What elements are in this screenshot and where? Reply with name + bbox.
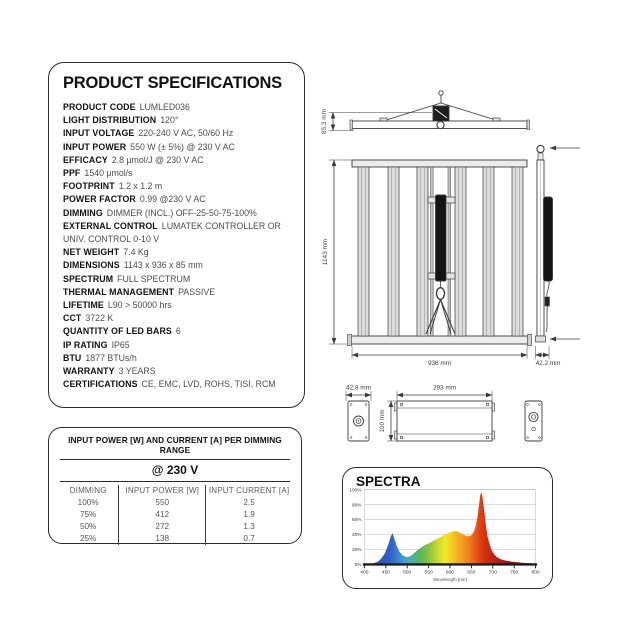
spec-row: LIGHT DISTRIBUTION 120° [63, 115, 179, 126]
column-header: INPUT CURRENT [A] [208, 486, 290, 495]
table-cell: 272 [155, 522, 170, 531]
spec-row: LIFETIME L90 > 50000 hrs [63, 300, 172, 311]
dimming-col [206, 485, 292, 545]
fixture-width-label: 936 mm [427, 360, 452, 367]
table-cell: 0.7 [243, 534, 255, 543]
hanging-ring [437, 288, 445, 300]
spec-row: INPUT VOLTAGE 220-240 V AC, 50/60 Hz [63, 128, 234, 139]
svg-text:40%: 40% [351, 533, 362, 539]
spec-row: NET WEIGHT 7.4 Kg [63, 247, 149, 258]
specs-title: PRODUCT SPECIFICATIONS [63, 74, 282, 92]
spec-row: QUANTITY OF LED BARS 6 [63, 326, 181, 337]
spectra-title: SPECTRA [356, 474, 421, 489]
column-header: DIMMING [69, 486, 107, 495]
table-cell: 100% [77, 498, 99, 507]
svg-text:400: 400 [360, 570, 369, 576]
table-cell: 550 [155, 498, 170, 507]
product-specifications-panel [48, 62, 305, 408]
driver-front-view [387, 391, 495, 441]
driver-side-view [346, 391, 371, 441]
spec-row: INPUT POWER 550 W (± 5%) @ 230 V AC [63, 141, 235, 152]
table-cell: 75% [79, 510, 97, 519]
svg-text:80%: 80% [351, 503, 362, 509]
top-view-drawing [350, 91, 530, 130]
center-driver [436, 195, 447, 281]
dimming-col [118, 485, 206, 545]
spec-row: WARRANTY 3 YEARS [63, 366, 156, 377]
svg-text:450: 450 [381, 570, 390, 576]
spec-row: THERMAL MANAGEMENT PASSIVE [63, 286, 216, 297]
x-axis-label: Wavelength [nm] [433, 577, 467, 583]
side-driver [544, 197, 553, 281]
driver-length-label: 293 mm [432, 384, 457, 392]
svg-text:600: 600 [445, 570, 455, 576]
dimming-grid [58, 485, 292, 545]
svg-text:650: 650 [467, 570, 476, 576]
driver-depth-label: 42.8 mm [346, 384, 371, 392]
dimming-table-panel [48, 427, 302, 544]
fixture-height-label: 1143 mm [322, 238, 329, 266]
spec-row: EXTERNAL CONTROL LUMATEK CONTROLLER OR UNIV. CONTROL 0-10 V [63, 220, 281, 245]
svg-text:500: 500 [403, 570, 412, 576]
spec-row: SPECTRUM FULL SPECTRUM [63, 273, 191, 284]
driver-height-label: 100 mm [379, 409, 386, 433]
bar-width-label: 42.2 mm [535, 360, 561, 367]
svg-text:800: 800 [531, 570, 540, 576]
spec-row: POWER FACTOR 0.99 @230 V AC [63, 194, 206, 205]
svg-text:100%: 100% [349, 488, 362, 494]
svg-text:20%: 20% [351, 548, 362, 554]
technical-drawing [320, 85, 590, 465]
table-cell: 2.5 [243, 498, 255, 507]
dimming-table-title: INPUT POWER [W] AND CURRENT [A] PER DIMMING RANGE [68, 435, 282, 455]
spec-row: IP RATING IP65 [63, 339, 130, 350]
dimming-col [58, 485, 118, 545]
spec-row: DIMENSIONS 1143 x 936 x 85 mm [63, 260, 203, 271]
table-cell: 1.3 [243, 522, 255, 531]
spec-list [63, 101, 290, 391]
svg-text:700: 700 [488, 570, 497, 576]
divider [60, 481, 290, 482]
spectra-panel [342, 467, 553, 589]
spec-row: EFFICACY 2.8 μmol/J @ 230 V AC [63, 154, 204, 165]
svg-text:0%: 0% [354, 563, 362, 569]
dimension-fixture-height [329, 160, 352, 344]
dimension-fixture-width [352, 346, 527, 359]
svg-text:60%: 60% [351, 518, 362, 524]
divider [60, 459, 290, 460]
dimension-bar-width [536, 346, 550, 359]
hanger-height-label: 85.3 mm [321, 109, 328, 134]
table-cell: 50% [79, 522, 97, 531]
spec-row: CERTIFICATIONS CE, EMC, LVD, ROHS, TISI, RCM [63, 379, 276, 390]
dimming-table-subtitle: @ 230 V [151, 463, 199, 477]
spec-row: BTU 1877 BTUs/h [63, 352, 137, 363]
spec-row: PRODUCT CODE LUMLED036 [63, 102, 190, 112]
x-axis [360, 564, 540, 575]
table-cell: 412 [155, 510, 170, 519]
front-view-drawing [348, 160, 532, 346]
spec-row: DIMMING DIMMER (INCL.) OFF-25-50-75-100% [63, 207, 257, 218]
table-cell: 1.9 [243, 510, 255, 519]
table-cell: 25% [79, 534, 97, 543]
center-column [426, 167, 455, 336]
spec-row: PPF 1540 μmol/s [63, 168, 133, 179]
spec-row: CCT 3722 K [63, 313, 114, 324]
svg-text:750: 750 [510, 570, 519, 576]
side-view-drawing [536, 145, 581, 342]
column-header: INPUT POWER [W] [125, 486, 199, 495]
table-cell: 138 [155, 534, 170, 543]
spec-row: FOOTPRINT 1.2 x 1.2 m [63, 181, 163, 192]
spectrum-curve [364, 492, 535, 564]
svg-text:550: 550 [424, 570, 433, 576]
driver-back-view [525, 401, 542, 441]
